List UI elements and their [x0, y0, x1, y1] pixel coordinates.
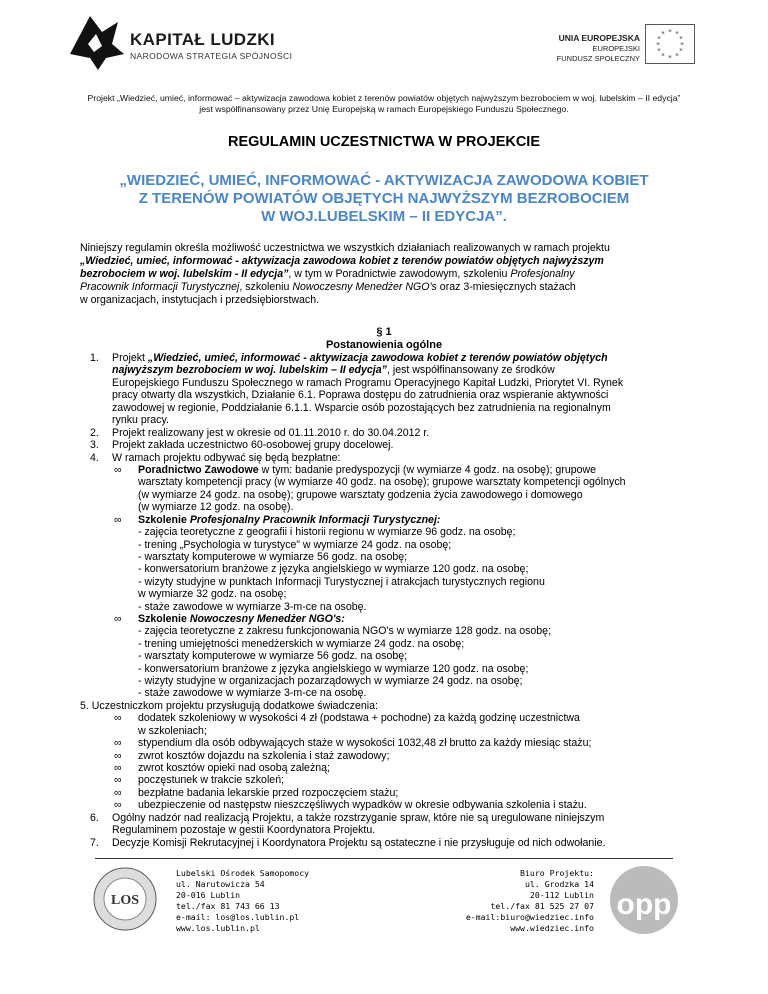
- footer-left-line: 20-016 Lublin: [176, 890, 241, 900]
- point-1-line-1: [112, 352, 608, 364]
- tourism-sub-item: - staże zawodowe w wymiarze 3-m-ce na osobę.: [138, 601, 367, 613]
- ngo-heading-a: Szkolenie: [138, 613, 190, 625]
- point-6-line-2: Regulaminem pozostaje w gestii Koordynatora Projektu.: [112, 824, 376, 836]
- point-1-text-b: , jest współfinansowany ze środków: [386, 364, 555, 376]
- tourism-sub-item: - trening „Psychologia w turystyce” w wymiarze 24 godz. na osobę;: [138, 539, 452, 551]
- eu-label-1: UNIA EUROPEJSKA: [558, 33, 640, 43]
- bullet-ngo-heading: [138, 613, 345, 625]
- point-1-line-2: [112, 364, 555, 376]
- ngo-sub-item: - wizyty studyjne w organizacjach pozarządowych w wymiarze 24 godz. na osobę;: [138, 675, 523, 687]
- point-3: Projekt zakłada uczestnictwo 60-osobowej grupy docelowej.: [112, 439, 394, 451]
- point-5: 5. Uczestniczkom projektu przysługują dodatkowe świadczenia:: [80, 700, 378, 712]
- point-7: Decyzje Komisji Rekrutacyjnej i Koordynatora Projektu są ostateczne i nie przysługuje od nich odwołanie.: [112, 837, 606, 849]
- svg-text:*: *: [675, 52, 679, 60]
- svg-text:*: *: [668, 54, 672, 62]
- opp-logo: [608, 864, 680, 936]
- opp-logo-text: opp: [616, 888, 672, 921]
- intro-training-name-1b: Pracownik Informacji Turystycznej: [80, 281, 240, 293]
- point-1-project-name-end: najwyższym bezrobociem w woj. lubelskim – II edycja”: [112, 364, 387, 376]
- intro-text-4d: oraz 3-miesięcznych stażach: [436, 281, 576, 293]
- infinity-bullet-icon: ∞: [114, 712, 122, 724]
- ngo-sub-item: - konwersatorium branżowe z języka angielskiego w wymiarze 120 godz. na osobę;: [138, 663, 529, 675]
- intro-line-2: „Wiedzieć, umieć, informować - aktywizacja zawodowa kobiet z terenów powiatów objętych najwyższym: [80, 255, 604, 267]
- infinity-bullet-icon: ∞: [114, 774, 122, 786]
- kapital-ludzki-logo: [68, 14, 124, 72]
- svg-text:*: *: [656, 41, 660, 49]
- infinity-bullet-icon: ∞: [114, 514, 122, 526]
- kapital-ludzki-subtitle: NARODOWA STRATEGIA SPÓJNOŚCI: [130, 51, 293, 61]
- intro-line-3: [80, 268, 575, 280]
- los-logo: [92, 866, 158, 932]
- intro-text-3b: , w tym w Poradnictwie zawodowym, szkoleniu: [288, 268, 511, 280]
- point-number-1: 1.: [90, 352, 99, 364]
- tourism-sub-item: - konwersatorium branżowe z języka angielskiego w wymiarze 120 godz. na osobę;: [138, 563, 529, 575]
- point-number-6: 6.: [90, 812, 99, 824]
- intro-training-name-1: Profesjonalny: [510, 268, 575, 280]
- benefit-item: poczęstunek w trakcie szkoleń;: [138, 774, 285, 786]
- point-1-project-name: „Wiedzieć, umieć, informować - aktywizacja zawodowa kobiet z terenów powiatów objętych: [147, 352, 608, 364]
- infinity-bullet-icon: ∞: [114, 464, 122, 476]
- svg-text:*: *: [661, 30, 665, 38]
- point-number-4: 4.: [90, 452, 99, 464]
- section-number: § 1: [376, 326, 392, 338]
- tourism-heading-b: Profesjonalny Pracownik Informacji Turystycznej:: [189, 514, 441, 526]
- tourism-sub-item: - wizyty studyjne w punktach Informacji Turystycznej i atrakcjach turystycznych regionu: [138, 576, 545, 588]
- ngo-sub-item: - staże zawodowe w wymiarze 3-m-ce na osobę.: [138, 687, 367, 699]
- bullet-counseling-line-2: warsztaty kompetencji pracy (w wymiarze 40 godz. na osobę); grupowe warsztaty kompetencji ogólnych: [138, 476, 626, 488]
- bullet-counseling-line-3: (w wymiarze 24 godz. na osobę); grupowe warsztaty godzenia życia zawodowego i domowego: [138, 489, 583, 501]
- bullet-counseling-line-4: (w wymiarze 12 godz. na osobę).: [138, 501, 294, 513]
- footer-left-line: tel./fax 81 743 66 13: [176, 901, 280, 911]
- footer-left-line: ul. Narutowicza 54: [176, 879, 265, 889]
- point-number-7: 7.: [90, 837, 99, 849]
- footer-divider: [95, 858, 673, 859]
- benefit-item: bezpłatne badania lekarskie przed rozpoczęciem stażu;: [138, 787, 399, 799]
- benefit-item: stypendium dla osób odbywających staże w wysokości 1032,48 zł brutto za każdy miesiąc stażu;: [138, 737, 592, 749]
- point-1-line-4: pracy otwarty dla wszystkich, Działanie 6.1. Poprawa dostępu do zatrudnienia oraz wspieranie aktywności: [112, 389, 609, 401]
- eu-label-3: FUNDUSZ SPOŁECZNY: [556, 54, 640, 63]
- point-number-3: 3.: [90, 439, 99, 451]
- tourism-sub-item: w wymiarze 32 godz. na osobę;: [138, 588, 287, 600]
- footer-left-line: e-mail: los@los.lublin.pl: [176, 912, 300, 922]
- point-1-line-5: zawodowej w regionie, Poddziałanie 6.1.1. Wsparcie osób pozostających bez zatrudnienia na regionalnym: [112, 402, 611, 414]
- infinity-bullet-icon: ∞: [114, 750, 122, 762]
- section-name: Postanowienia ogólne: [325, 339, 443, 351]
- intro-training-name-2: Nowoczesny Menedżer NGO's: [292, 281, 437, 293]
- project-title-line-1: „WIEDZIEĆ, UMIEĆ, INFORMOWAĆ - AKTYWIZACJA ZAWODOWA KOBIET: [119, 172, 649, 189]
- intro-line-5: w organizacjach, instytucjach i przedsiębiorstwach.: [80, 294, 320, 306]
- intro-text-4b: , szkoleniu: [239, 281, 293, 293]
- intro-project-name-end: bezrobociem w woj. lubelskim - II edycja”: [80, 268, 289, 280]
- eu-label-2: EUROPEJSKI: [592, 44, 640, 53]
- los-logo-text: LOS: [110, 893, 140, 908]
- benefit-item: zwrot kosztów opieki nad osobą zależną;: [138, 762, 330, 774]
- ngo-heading-b: Nowoczesny Menedżer NGO's:: [189, 613, 345, 625]
- intro-line-1: Niniejszy regulamin określa możliwość uczestnictwa we wszystkich działaniach realizowanych w ramach projektu: [80, 242, 610, 254]
- footer-left-line: www.los.lublin.pl: [176, 923, 260, 933]
- bullet-counseling-line-1: [138, 464, 596, 476]
- ngo-sub-item: - warsztaty komputerowe w wymiarze 56 godz. na osobę;: [138, 650, 408, 662]
- tourism-sub-item: - warsztaty komputerowe w wymiarze 56 godz. na osobę;: [138, 551, 408, 563]
- footer-right-line: tel./fax 81 525 27 07: [490, 901, 594, 911]
- kapital-ludzki-name: KAPITAŁ LUDZKI: [130, 30, 276, 49]
- infinity-bullet-icon: ∞: [114, 762, 122, 774]
- svg-text:*: *: [680, 41, 684, 49]
- point-number-2: 2.: [90, 427, 99, 439]
- footer-right-line: ul. Grodzka 14: [524, 879, 594, 889]
- footer-left-line: Lubelski Ośrodek Samopomocy: [176, 868, 310, 878]
- project-title-line-3: W WOJ.LUBELSKIM – II EDYCJA”.: [261, 208, 507, 225]
- benefit-1-line-1: dodatek szkoleniowy w wysokości 4 zł (podstawa + pochodne) za każdą godzinę uczestnictwa: [138, 712, 580, 724]
- infinity-bullet-icon: ∞: [114, 737, 122, 749]
- point-6-line-1: Ogólny nadzór nad realizacją Projektu, a także rozstrzyganie spraw, które nie są uregulowane niniejszym: [112, 812, 605, 824]
- point-1-line-6: rynku pracy.: [112, 414, 169, 426]
- footer-right-line: www.wiedziec.info: [510, 923, 594, 933]
- footer-right-line: Biuro Projektu:: [520, 868, 594, 878]
- svg-text:*: *: [679, 47, 683, 55]
- ngo-sub-item: - zajęcia teoretyczne z zakresu funkcjonowania NGO's w wymiarze 128 godz. na osobę;: [138, 625, 552, 637]
- project-funding-line-2: jest współfinansowany przez Unię Europejską w ramach Europejskiego Funduszu Społecznego.: [199, 104, 569, 114]
- svg-text:*: *: [661, 52, 665, 60]
- counseling-text: w tym: badanie predyspozycji (w wymiarze 4 godz. na osobę); grupowe: [258, 464, 597, 476]
- svg-text:*: *: [657, 35, 661, 43]
- tourism-heading-a: Szkolenie: [138, 514, 190, 526]
- svg-text:*: *: [657, 47, 661, 55]
- point-2: Projekt realizowany jest w okresie od 01.11.2010 r. do 30.04.2012 r.: [112, 427, 430, 439]
- infinity-bullet-icon: ∞: [114, 799, 122, 811]
- point-1-line-3: Europejskiego Funduszu Społecznego w ramach Programu Operacyjnego Kapitał Ludzki, Priorytet VI. Rynek: [112, 377, 624, 389]
- svg-text:*: *: [675, 30, 679, 38]
- svg-text:*: *: [679, 35, 683, 43]
- infinity-bullet-icon: ∞: [114, 787, 122, 799]
- tourism-sub-item: - zajęcia teoretyczne z geografii i historii regionu w wymiarze 96 godz. na osobę;: [138, 526, 516, 538]
- intro-line-4: [80, 281, 576, 293]
- point-1-text-a: Projekt: [112, 352, 148, 364]
- bullet-tourism-heading: [138, 514, 440, 526]
- footer-right-line: 20-112 Lublin: [529, 890, 594, 900]
- svg-text:*: *: [668, 28, 672, 36]
- ngo-sub-item: - trening umiejętności menedżerskich w wymiarze 24 godz. na osobę;: [138, 638, 465, 650]
- benefit-item: ubezpieczenie od następstw nieszczęśliwych wypadków w okresie odbywania szkolenia i stażu.: [138, 799, 587, 811]
- point-4: W ramach projektu odbywać się będą bezpłatne:: [112, 452, 341, 464]
- project-funding-line-1: Projekt „Wiedzieć, umieć, informować – aktywizacja zawodowa kobiet z terenów powiatów objętych najwyższym bezrobociem w woj. lubelskim – II edycja”: [87, 93, 681, 103]
- counseling-heading: Poradnictwo Zawodowe: [138, 464, 259, 476]
- footer-right-line: e-mail:biuro@wiedziec.info: [465, 912, 594, 922]
- benefit-item: zwrot kosztów dojazdu na szkolenia i staż zawodowy;: [138, 750, 390, 762]
- infinity-bullet-icon: ∞: [114, 613, 122, 625]
- document-title: REGULAMIN UCZESTNICTWA W PROJEKCIE: [227, 134, 541, 150]
- benefit-1-line-2: w szkoleniach;: [138, 725, 207, 737]
- eu-flag-icon: [645, 24, 695, 64]
- project-title-line-2: Z TERENÓW POWIATÓW OBJĘTYCH NAJWYŻSZYM BEZROBOCIEM: [138, 190, 630, 207]
